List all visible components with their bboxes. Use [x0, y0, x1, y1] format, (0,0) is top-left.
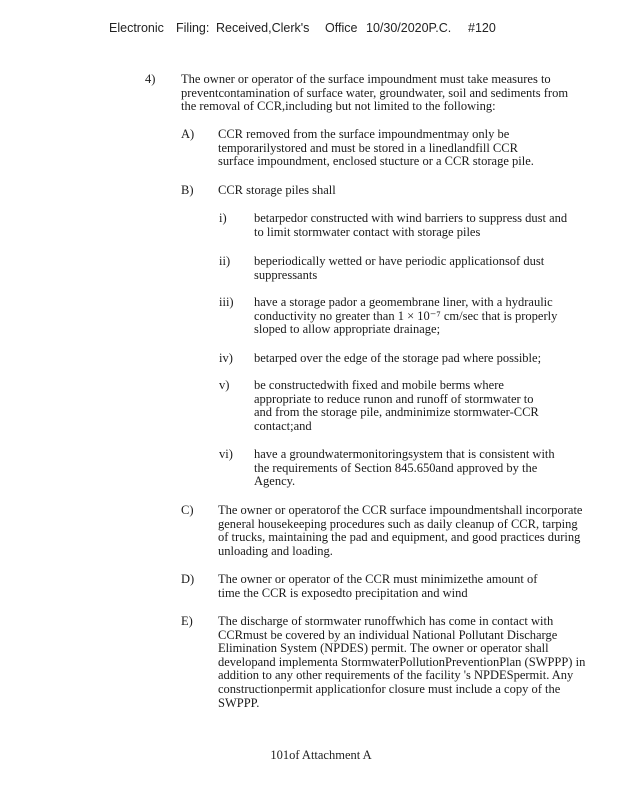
subitem-text: betarped over the edge of the storage pad where possible; — [254, 351, 542, 365]
item-text: CCR removed from the surface impoundmentmay only be temporarilystored and must be stored in a linedlandfill CCR surface impoundment, enclosed stucture or a CCR storage pile. — [218, 127, 534, 169]
page-number: 101 — [270, 748, 290, 762]
item-text: CCR storage piles shall — [218, 183, 336, 197]
item-text: The owner or operatorof the CCR surface impoundmentshall incorporate general housekeeping procedures such as daily cleanup of CCR, tarping of trucks, maintaining the pad and equipment, and good practices during unloading and loading. — [218, 503, 583, 558]
item-text: The owner or operator of the surface impoundment must take measures to preventcontamination of surface water, groundwater, soil and sediments from the removal of CCR,including but not limited to the following: — [181, 72, 569, 114]
item-text: The discharge of stormwater runoffwhich has come in contact with CCRmust be covered by an individual National Pollutant Discharge Elimination System (NPDES) permit. The owner or operator shall developand implementa StormwaterPollutionPreventionPlan (SWPPP) in addition to any other requirements of the facility 's NPDESpermit. Any constructionpermit applicationfor closure must include a copy of the SWPPP. — [218, 614, 586, 710]
subitem-text: be constructedwith fixed and mobile berms where appropriate to reduce runon and runoff of stormwater to and from the storage pile, andminimize stormwater-CCR contact;and — [254, 378, 539, 433]
header-filing: Filing: — [176, 21, 210, 35]
item-label: 4) — [145, 72, 156, 86]
item-label: B) — [181, 183, 194, 197]
subitem-text: have a groundwatermonitoringsystem that is consistent with the requirements of Section 845.650and approved by the Agency. — [254, 447, 555, 489]
subitem-i — [0, 212, 618, 240]
subitem-label: vi) — [219, 447, 233, 461]
item-label: E) — [181, 614, 193, 628]
subitem-label: i) — [219, 211, 227, 225]
item-text: The owner or operator of the CCR must minimizethe amount of time the CCR is exposedto precipitation and wind — [218, 572, 538, 600]
header-electronic: Electronic — [109, 21, 164, 35]
subitem-label: iii) — [219, 295, 234, 309]
subitem-label: iv) — [219, 351, 233, 365]
header-received: Received,Clerk's — [216, 21, 310, 35]
subitem-vi — [0, 448, 618, 490]
subitem-ii — [0, 255, 618, 283]
item-e — [0, 615, 618, 711]
subitem-label: ii) — [219, 254, 231, 268]
item-b — [0, 184, 618, 198]
header-number: #120 — [468, 21, 496, 35]
footer-label: of Attachment A — [289, 748, 372, 762]
filing-header — [0, 21, 618, 37]
item-label: D) — [181, 572, 195, 586]
page-footer — [0, 748, 618, 763]
item-c — [0, 504, 618, 559]
item-4 — [0, 73, 618, 115]
subitem-label: v) — [219, 378, 230, 392]
item-d — [0, 573, 618, 601]
item-label: A) — [181, 127, 195, 141]
subitem-text: betarpedor constructed with wind barriers to suppress dust and to limit stormwater contact with storage piles — [254, 211, 568, 239]
item-a — [0, 128, 618, 170]
header-office: Office — [325, 21, 358, 35]
subitem-iv — [0, 352, 618, 366]
subitem-text: beperiodically wetted or have periodic applicationsof dust suppressants — [254, 254, 545, 282]
header-date: 10/30/2020P.C. — [366, 21, 452, 35]
item-label: C) — [181, 503, 194, 517]
subitem-text: have a storage pador a geomembrane liner, with a hydraulic conductivity no greater than 1 × 10⁻⁷ cm/sec that is properly sloped to allow appropriate drainage; — [254, 295, 558, 337]
subitem-iii — [0, 296, 618, 338]
subitem-v — [0, 379, 618, 434]
